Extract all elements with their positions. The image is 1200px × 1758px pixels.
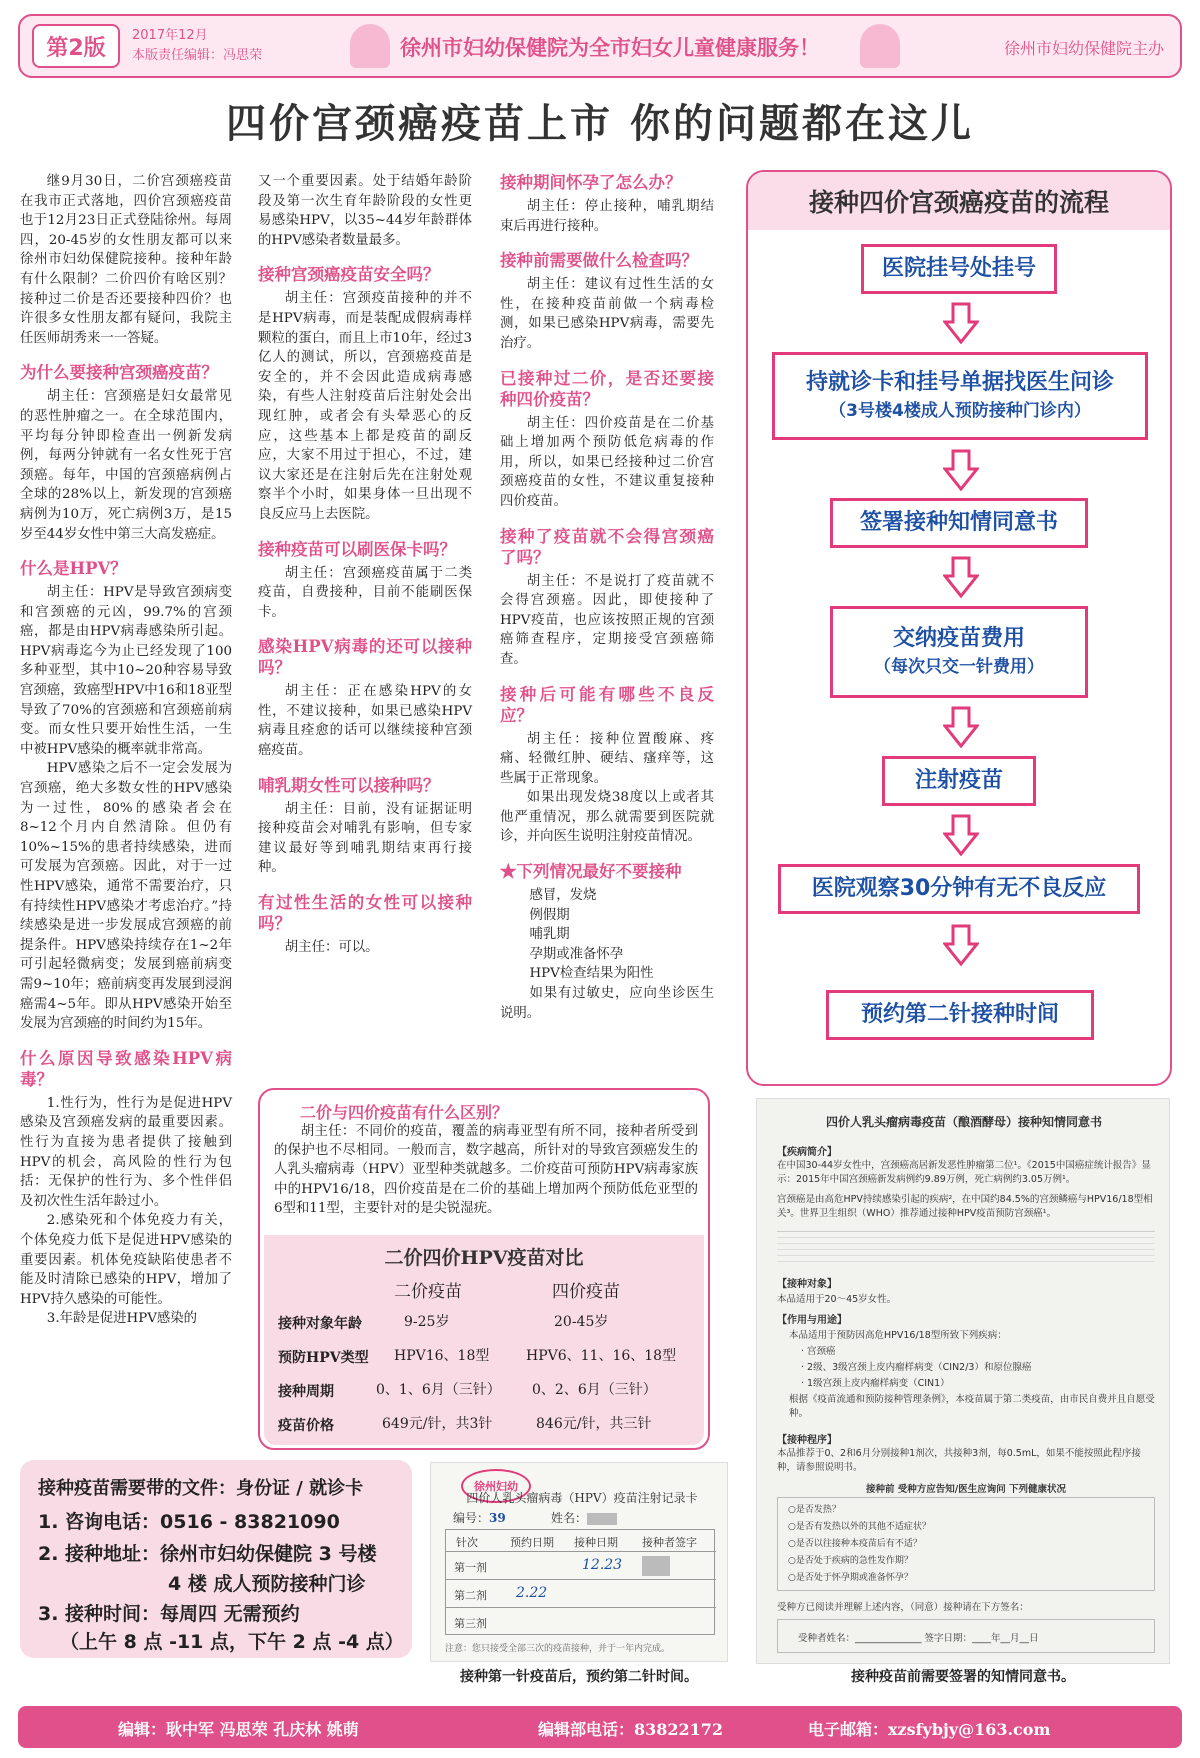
flow-step-consult xyxy=(772,352,1148,440)
consent-text: · 1级宫颈上皮内瘤样病变（CIN1） xyxy=(801,1378,950,1389)
question-heading: 接种了疫苗就不会得宫颈癌了吗？ xyxy=(500,526,714,567)
visit-info-box xyxy=(20,1460,412,1658)
answer-paragraph: 胡主任：可以。 xyxy=(284,940,379,956)
consent-section: 【接种对象】 xyxy=(777,1279,837,1290)
hospital-stamp: 徐州妇幼 xyxy=(461,1469,531,1503)
table-cell: 9-25岁 xyxy=(404,1314,450,1330)
header-host: 徐州市妇幼保健院主办 xyxy=(1003,39,1164,58)
procedure-flowchart xyxy=(746,170,1172,1086)
answer-paragraph: 胡主任：宫颈疫苗接种的并不是HPV病毒，而是装配成假病毒样颗粒的蛋白，而且上市10年，经过3亿人的测试，所以，宫颈癌疫苗是安全的，并不会因此造成病毒感染，有些人注射疫苗后注射处会出现红肿，或者会有头晕恶心的反应，这些基本上都是疫苗的副反应，大家不用过于担心，不过，建议大家还是在注射后先在注射处观察半个小时，如果身体一旦出现不良反应马上去医院。 xyxy=(258,291,472,522)
down-arrow-icon xyxy=(943,449,979,491)
answer-paragraph: 胡主任：正在感染HPV的女性，不建议接种，如果已感染HPV病毒且痊愈的话可以继续接种宫颈癌疫苗。 xyxy=(258,684,472,759)
table-row xyxy=(446,1580,716,1608)
answer-paragraph: 胡主任：建议有过性生活的女性，在接种疫苗前做一个病毒检测，如果已感染HPV病毒，需要先治疗。 xyxy=(500,277,714,351)
table-title: 二价四价HPV疫苗对比 xyxy=(384,1247,584,1269)
list-item: HPV检查结果为阳性 xyxy=(529,966,654,982)
consent-section: 【作用与用途】 xyxy=(777,1315,847,1326)
table-row xyxy=(446,1608,716,1636)
health-question: ○是否有发热以外的其他不适症状？ xyxy=(788,1522,931,1532)
references-block xyxy=(777,1231,1155,1265)
question-heading: 有过性生活的女性可以接种吗？ xyxy=(258,893,472,934)
flow-step-payment xyxy=(830,606,1088,698)
card-name xyxy=(551,1509,617,1526)
list-item: 孕期或准备怀孕 xyxy=(529,946,624,962)
dose-label: 第二剂 xyxy=(454,1589,487,1602)
continued-paragraph: 又一个重要因素。处于结婚年龄阶段及第一次生育年龄阶段的女性更易感染HPV，以35~44岁年龄群体的HPV感染者数量最多。 xyxy=(258,174,472,248)
flow-step-label: 签署接种知情同意书 xyxy=(859,510,1058,535)
answer-paragraph: 如果出现发烧38度以上或者其他严重情况，那么就需要到医院就诊，并向医生说明注射疫苗情况。 xyxy=(500,790,714,845)
list-item: 如果有过敏史，应向坐诊医生说明。 xyxy=(500,986,714,1021)
flow-step-label: 交纳疫苗费用 xyxy=(892,626,1025,651)
flow-step-label: 医院挂号处挂号 xyxy=(881,256,1036,281)
flow-step-sublabel: （3号楼4楼成人预防接种门诊内） xyxy=(829,401,1091,421)
record-card-photo xyxy=(430,1462,728,1662)
table-header-quadrivalent: 四价疫苗 xyxy=(552,1282,620,1302)
table-cell: 846元/针，共三针 xyxy=(536,1416,652,1432)
documents-required: 接种疫苗需要带的文件：身份证 / 就诊卡 xyxy=(38,1478,364,1499)
pregnant-figure-icon xyxy=(860,24,900,68)
vaccination-hours: （上午 8 点 -11 点，下午 2 点 -4 点） xyxy=(60,1631,404,1653)
signature-label: 受种者姓名：______________ 签字日期：____年__月__日 xyxy=(798,1633,1039,1644)
question-heading: 接种后可能有哪些不良反应？ xyxy=(500,684,714,725)
consent-section: 【疾病简介】 xyxy=(777,1147,837,1158)
answer-paragraph: 胡主任：接种位置酸麻、疼痛、轻微红肿、硬结、瘙痒等，这些属于正常现象。 xyxy=(500,731,714,786)
list-item: 例假期 xyxy=(529,907,570,923)
consent-form-photo xyxy=(756,1098,1170,1664)
down-arrow-icon xyxy=(943,706,979,748)
health-questions xyxy=(777,1497,1155,1591)
question-heading: 什么原因导致感染HPV病毒？ xyxy=(20,1048,232,1089)
card-title: 四价人乳头瘤病毒（HPV）疫苗注射记录卡 xyxy=(466,1491,698,1505)
consent-text: 本品适用于20～45岁女性。 xyxy=(777,1294,897,1305)
comparison-table xyxy=(264,1235,704,1445)
consent-text: 本品推荐于0、2和6月分别接种1剂次，共接种3剂，每0.5mL，如果不能按照此程序接种，请参照说明书。 xyxy=(777,1448,1141,1473)
answer-paragraph: 胡主任：不是说打了疫苗就不会得宫颈癌。因此，即使接种了HPV疫苗，也应该按照正规的宫颈癌筛查程序，定期接受宫颈癌筛查。 xyxy=(500,573,714,667)
consent-text: 宫颈癌是由高危HPV持续感染引起的疾病²，在中国约84.5%的宫颈鳞癌与HPV16/18型相关³。世界卫生组织（WHO）推荐通过接种HPV疫苗预防宫颈癌¹。 xyxy=(777,1194,1153,1219)
down-arrow-icon xyxy=(943,814,979,856)
table-row-label: 预防HPV类型 xyxy=(278,1350,369,1366)
footer-editors: 编辑：耿中军 冯思荣 孔庆林 姚萌 xyxy=(118,1720,359,1739)
list-item: 哺乳期 xyxy=(529,927,570,943)
answer-paragraph: 胡主任：宫颈癌疫苗属于二类疫苗，自费接种，目前不能刷医保卡。 xyxy=(258,565,472,620)
page-headline: 四价宫颈癌疫苗上市 你的问题都在这儿 xyxy=(226,100,974,147)
edition-badge: 第2版 xyxy=(32,24,120,68)
table-header-row xyxy=(446,1530,716,1552)
question-heading: 感染HPV病毒的还可以接种吗？ xyxy=(258,637,472,678)
question-heading: 已接种过二价，是否还要接种四价疫苗？ xyxy=(500,368,714,409)
consent-text: 本品适用于预防因高危HPV16/18型所致下列疾病： xyxy=(789,1330,1007,1341)
flow-step-label: 注射疫苗 xyxy=(914,768,1003,793)
article-column-3 xyxy=(500,172,714,1023)
issue-info xyxy=(132,26,262,66)
table-cell: 649元/针，共3针 xyxy=(382,1416,493,1432)
table-header-cell: 预约日期 xyxy=(510,1536,554,1549)
down-arrow-icon xyxy=(943,302,979,344)
table-cell: 0、1、6月（三针） xyxy=(376,1382,501,1398)
answer-paragraph: HPV感染之后不一定会发展为宫颈癌，绝大多数女性的HPV感染为一过性，80%的感染者会在8~12个月内自然清除。但仍有10%~15%的患者持续感染，进而可发展为宫颈癌。因此，对于一过性HPV感染，通常不需要治疗，只有持续性HPV感染才考虑治疗。”持续感染是进一步发展成宫颈癌的前提条件。HPV感染持续存在1~2年可引起轻微病变；发展到癌前病变需9~10年；癌前病变再发展到浸润癌需4~5年。即从HPV感染开始至发展为宫颈癌的时间约为15年。 xyxy=(20,761,232,1032)
table-header-cell: 针次 xyxy=(456,1536,478,1549)
question-heading: 接种宫颈癌疫苗安全吗？ xyxy=(258,265,440,285)
answer-paragraph: 2.感染死和个体免疫力有关，个体免疫力低下是促进HPV感染的重要因素。机体免疫缺陷使患者不能及时清除已感染的HPV，增加了HPV持久感染的可能性。 xyxy=(20,1213,232,1307)
question-heading: 为什么要接种宫颈癌疫苗？ xyxy=(20,363,218,383)
answer-paragraph: 胡主任：四价疫苗是在二价基础上增加两个预防低危病毒的作用，所以，如果已经接种过二价宫颈癌疫苗的女性，不建议重复接种四价疫苗。 xyxy=(500,415,714,509)
card-number-value: 39 xyxy=(489,1511,506,1525)
health-question: ○是否处于疾病的急性发作期？ xyxy=(788,1556,913,1566)
question-heading: 什么是HPV？ xyxy=(20,559,127,579)
flow-step-label: 持就诊卡和挂号单据找医生问诊 xyxy=(805,370,1114,395)
vaccination-address: 2. 接种地址：徐州市妇幼保健院 3 号楼 xyxy=(38,1543,377,1565)
flow-step-consent xyxy=(830,498,1088,548)
appointment-date: 2.22 xyxy=(516,1585,548,1601)
flow-step-observe xyxy=(778,864,1140,914)
health-question: ○是否处于怀孕期或准备怀孕？ xyxy=(788,1573,913,1583)
table-row-label: 接种周期 xyxy=(278,1384,334,1400)
table-row xyxy=(446,1552,716,1580)
answer-paragraph: 胡主任：宫颈癌是妇女最常见的恶性肿瘤之一。在全球范围内，平均每分钟即检查出一例新发病例，每两分钟就有一名女性死于宫颈癌。每年，中国的宫颈癌病例占全球的28%以上，新发现的宫颈癌病例为10万，死亡病例3万，是15岁至44岁女性中第三大高发癌症。 xyxy=(20,389,232,542)
table-cell: HPV6、11、16、18型 xyxy=(526,1348,677,1364)
flow-step-sublabel: （每次只交一针费用） xyxy=(874,657,1044,677)
table-row-label: 疫苗价格 xyxy=(278,1418,334,1434)
flow-step-label: 预约第二针接种时间 xyxy=(860,1002,1059,1027)
vaccination-time: 3. 接种时间：每周四 无需预约 xyxy=(38,1603,300,1625)
table-cell: HPV16、18型 xyxy=(394,1348,490,1364)
table-cell: 0、2、6月（三针） xyxy=(532,1382,657,1398)
dose-label: 第三剂 xyxy=(454,1617,487,1630)
consent-text: 根据《疫苗流通和预防接种管理条例》，本疫苗属于第二类疫苗，由市民自费并且自愿受种。 xyxy=(789,1394,1155,1419)
consent-text: 在中国30-44岁女性中，宫颈癌高居新发恶性肿瘤第二位¹。《2015中国癌症统计报告》显示：2015年中国宫颈癌新发病例约9.89万例，死亡病例约3.05万例¹。 xyxy=(777,1160,1151,1185)
answer-paragraph: 1.性行为，性行为是促进HPV感染及宫颈癌发病的最重要因素。性行为直接为患者提供了接触到HPV的机会，高风险的性行为包括：无保护的性行为、多个性伴侣及初次性生活年龄过小。 xyxy=(20,1095,232,1209)
table-header-bivalent: 二价疫苗 xyxy=(394,1282,462,1302)
card-number xyxy=(453,1509,506,1526)
page-header xyxy=(18,14,1182,78)
health-question: ○是否发热？ xyxy=(788,1505,841,1515)
page-editor: 本版责任编辑：冯思荣 xyxy=(132,48,263,63)
health-question: ○是否以往接种本疫苗后有不适？ xyxy=(788,1539,922,1549)
flow-step-label: 医院观察30分钟有无不良反应 xyxy=(811,876,1107,901)
list-item: 感冒，发烧 xyxy=(529,888,597,904)
article-column-1 xyxy=(20,172,232,1329)
footer-phone: 编辑部电话：83822172 xyxy=(538,1720,724,1739)
question-heading: 接种疫苗可以刷医保卡吗？ xyxy=(258,539,456,559)
flow-step-register xyxy=(861,244,1057,294)
page-footer xyxy=(18,1706,1182,1748)
card-name-label: 姓名： xyxy=(551,1511,588,1525)
card-number-label: 编号： xyxy=(453,1511,490,1525)
consent-title: 四价人乳头瘤病毒疫苗（酿酒酵母）接种知情同意书 xyxy=(825,1115,1102,1129)
table-row-label: 接种对象年龄 xyxy=(278,1316,362,1332)
intro-paragraph: 继9月30日，二价宫颈癌疫苗在我市正式落地，四价宫颈癌疫苗也于12月23日正式登陆徐州。每周四，20-45岁的女性朋友都可以来徐州市妇幼保健院接种。接种年龄有什么限制？二价四价有啥区别？接种过二价是否还要接种四价？也许很多女性朋友都有疑问，我院主任医师胡秀来一一答疑。 xyxy=(20,174,232,346)
table-cell: 20-45岁 xyxy=(554,1314,609,1330)
dose-label: 第一剂 xyxy=(454,1561,487,1574)
answer-paragraph: 胡主任：HPV是导致宫颈病变和宫颈癌的元凶，99.7%的宫颈癌，都是由HPV病毒感染所引起。HPV病毒迄今为止已经发现了100多种亚型，其中10~20种容易导致宫颈癌，致癌型HPV中16和18亚型导致了70%的宫颈癌和宫颈癌前病变。而女性只要开始性生活，一生中被HPV感染的概率就非常高。 xyxy=(20,585,232,757)
table-header-cell: 接种者签字 xyxy=(642,1536,697,1549)
contraindication-heading: ★下列情况最好不要接种 xyxy=(500,862,682,882)
consent-section: 【接种程序】 xyxy=(777,1435,837,1446)
answer-paragraph: 胡主任：目前，没有证据证明接种疫苗会对哺乳有影响，但专家建议最好等到哺乳期结束再行接种。 xyxy=(258,801,472,876)
footer-email[interactable]: 电子邮箱：xzsfybjy@163.com xyxy=(808,1720,1051,1739)
blurred-name xyxy=(587,1513,617,1525)
mother-figure-icon xyxy=(350,24,390,68)
answer-paragraph: 胡主任：停止接种，哺乳期结束后再进行接种。 xyxy=(500,199,714,234)
flow-step-book-second xyxy=(826,990,1094,1040)
answer-paragraph xyxy=(274,1122,698,1218)
answer-text: 胡主任：不同价的疫苗，覆盖的病毒亚型有所不同，接种者所受到的保护也不尽相同。一般而言，数字越高，所针对的导致宫颈癌发生的人乳头瘤病毒（HPV）亚型种类就越多。二价疫苗可预防HPV病毒家族中的HPV16/18，四价疫苗是在二价的基础上增加两个预防低危亚型的6型和11型，主要针对的是尖锐湿疣。 xyxy=(274,1124,698,1216)
consent-form-caption: 接种疫苗前需要签署的知情同意书。 xyxy=(851,1669,1075,1685)
question-heading: 哺乳期女性可以接种吗？ xyxy=(258,775,440,795)
signature-line xyxy=(777,1619,1155,1653)
article-column-2 xyxy=(258,172,472,958)
flowchart-title: 接种四价宫颈癌疫苗的流程 xyxy=(748,172,1170,230)
blurred-signature xyxy=(642,1556,670,1576)
record-table xyxy=(445,1529,715,1635)
card-note: 注意：您只接受全部三次的疫苗接种，并于一年内完成。 xyxy=(445,1644,671,1654)
comparison-box xyxy=(258,1088,710,1450)
record-card-caption: 接种第一针疫苗后，预约第二针时间。 xyxy=(460,1669,698,1685)
down-arrow-icon xyxy=(943,924,979,966)
consult-phone: 1. 咨询电话：0516 - 83821090 xyxy=(38,1511,340,1533)
consent-text: · 宫颈癌 xyxy=(801,1346,836,1357)
question-heading: 接种前需要做什么检查吗？ xyxy=(500,251,698,271)
table-header-cell: 接种日期 xyxy=(574,1536,618,1549)
down-arrow-icon xyxy=(943,556,979,598)
vaccination-address-line2: 4 楼 成人预防接种门诊 xyxy=(168,1573,366,1595)
consent-health-check: 接种前 受种方应告知/医生应询问 下列健康状况 xyxy=(865,1484,1067,1495)
consent-text: · 2级、3级宫颈上皮内瘤样病变（CIN2/3）和原位腺癌 xyxy=(801,1362,1032,1373)
consent-statement: 受种方已阅读并理解上述内容，（同意）接种请在下方签名： xyxy=(777,1602,1029,1613)
flow-step-inject xyxy=(882,756,1036,806)
question-heading: 接种期间怀孕了怎么办？ xyxy=(500,173,682,192)
question-heading: 二价与四价疫苗有什么区别？ xyxy=(300,1103,509,1122)
issue-date: 2017年12月 xyxy=(132,28,208,43)
answer-paragraph: 3.年龄是促进HPV感染的 xyxy=(46,1311,198,1327)
dose-date: 12.23 xyxy=(582,1557,623,1573)
header-slogan: 徐州市妇幼保健院为全市妇女儿童健康服务！ xyxy=(400,36,820,60)
